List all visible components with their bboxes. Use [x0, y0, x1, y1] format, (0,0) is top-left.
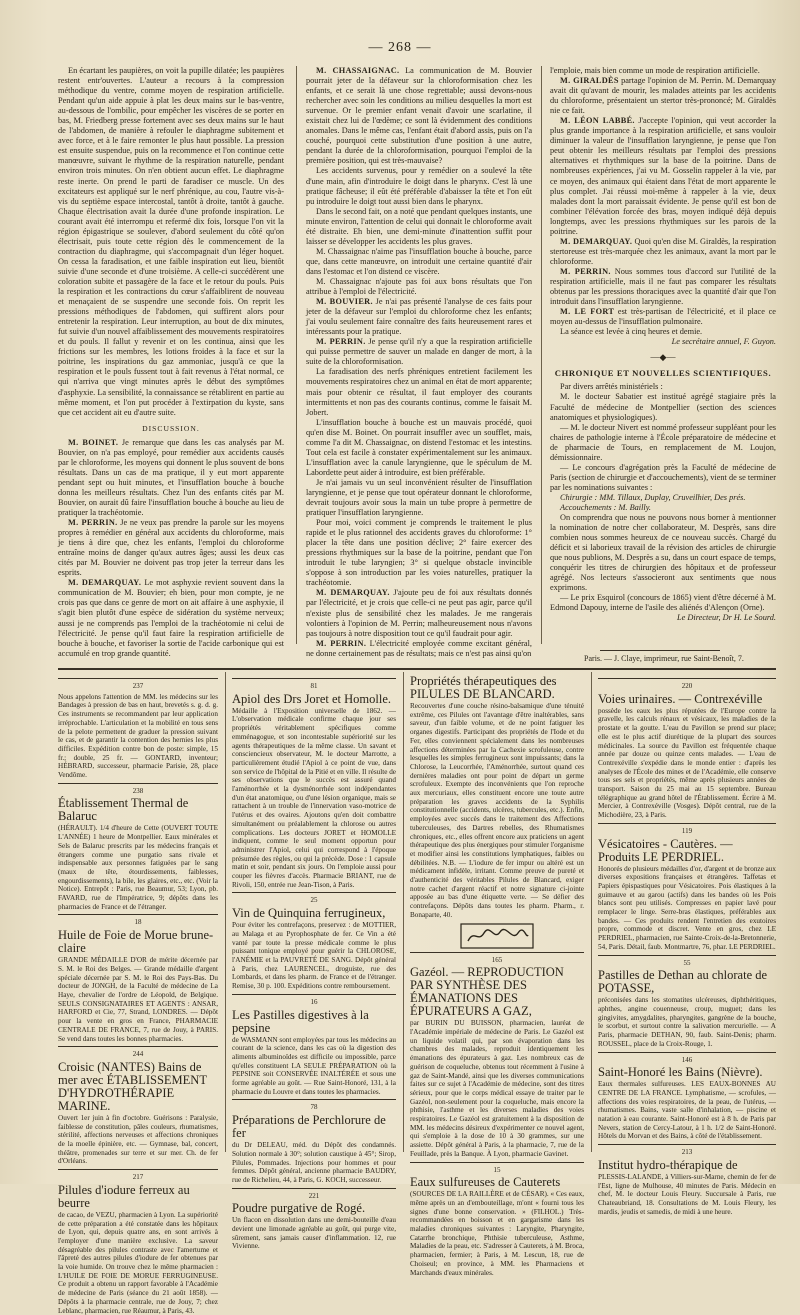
ad-number: 119 [681, 826, 693, 835]
ad-rule [598, 1052, 776, 1053]
advertisement [598, 1144, 776, 1216]
paragraph [58, 438, 284, 518]
speech-text: Nous sommes tous d'accord sur l'utilité de la respiration artificielle, mais il ne faut pas comparer les résultats obtenus par les pressions thoraciques avec la quantité d'air que l'on introduit dans l'insufflation laryngienne. [550, 266, 776, 307]
advertisement [58, 783, 218, 912]
ad-body: Honorés de plusieurs médailles d'or, d'argent et de bronze aux diverses expositions françaises et étrangères. Taffetas et Papiers épispastiques pour Vésicatoires. Pois élastiques à la guimauve et au garou (actifs) dans les bandes où les Pois blancs sont peu utilisés. Compresses en papier lavé pour remplacer le linge. Serre-bras élastiques, préférables aux bandes. — Ces produits rendent l'entretien des exutoires propre, commode et discret. Vente en gros, chez LE PERDRIEL, pharmacien, rue Sainte-Croix-de-la-Bretonnerie, 54, Paris. Détail, faub. Montmartre, 76, phar. LE PERDRIEL. [598, 864, 776, 951]
ad-column-3 [410, 674, 584, 1277]
advertisement [232, 892, 396, 990]
ad-number: 15 [493, 1165, 501, 1174]
speaker-name: M. PERRIN. [560, 266, 611, 276]
ad-rule [598, 678, 776, 679]
column-divider [296, 66, 297, 644]
speaker-name: M. DEMARQUAY. [560, 236, 633, 246]
paragraph: Dans le second fait, on a noté que pendant quelques instants, une minute environ, l'attention de celui qui donnait le chloroforme avait été distraite. Eh bien, une demi-minute d'inattention suffit pour laisser se développer les accidents les plus graves. [306, 206, 532, 246]
paragraph [58, 578, 284, 658]
speech-text: La communication de M. Bouvier pourrait jeter de la défaveur sur la chloroformisation chez les enfants, et ce serait là une chose regrettable; aussi devons-nous rechercher avec soin les conditions au milieu desquelles la mort est survenue. Or le premier enfant venait d'avoir une scarlatine, il existait chez lui de l'œdème; ce sont là évidemment des conditions anomales. Dans le même cas, l'enfant était d'abord assis, puis on l'a couché, pourquoi cette substitution d'une position à une autre, pendant la durée de la chloroformisation, pourquoi l'emploi de la première position, qui est très-mauvaise? [306, 66, 532, 166]
ad-number: 81 [310, 682, 318, 690]
advertisement [410, 1162, 584, 1278]
advertisement [598, 955, 776, 1049]
paragraph [306, 639, 532, 659]
ad-title: Institut hydro-thérapique de [598, 1157, 738, 1172]
paragraph: M. le docteur Sabatier est institué agrégé stagiaire près la Faculté de médecine de Montpellier (section des sciences anatomiques et physiologiques). [550, 392, 776, 422]
ad-body: préconisées dans les stomatites ulcéreuses, diphthéritiques, aphthes, angine couenneuse, croup, muguet; dans les gingivites, amygdalites, pharyngites, gangrène de la bouche, le scorbut, et surtout contre la salivation mercurielle. — A Paris, pharmacie DETHAN, 90, faub. Saint-Denis; pharm. ROUSSEL, place de la Croix-Rouge, 1. [598, 996, 776, 1048]
ad-body: Médaille à l'Exposition universelle de 1862. — L'observation médicale confirme chaque jour ses propriétés véritablement spécifiques comme emménagogue, et son incontestable supériorité sur les agents thérapeutiques de la même classe. Un savant et consciencieux observateur, M. le docteur Marrotte, a particulièrement étudié l'Apiol à ce point de vue, dans son service de l'hôpital de la Pitié et en ville. Il résulte de ses observations que le succès est assuré quand l'aménorrhée et la dysménorrhée sont indépendantes d'un état anatomique, ou d'une lésion organique, mais se rattachent à un trouble de l'innervation vaso-motrice de l'utérus et des ovaires. Ajoutons qu'en doit combattre simultanément ou préalablement la chlorose ou autres complications. Les docteurs JORET et HOMOLLE indiquent, comme le seul moment opportun pour administrer l'Apiol, celui qui correspond à l'époque présumée des règles, ou qui la précède. Dose : 1 capsule matin et soir, pendant six jours. On l'emploie aussi pour couper les fièvres d'accès. Pharmacie BRIANT, rue de Rivoli, 150, entrée rue Jean-Tison, à Paris. [232, 706, 396, 889]
ad-rule [58, 1046, 218, 1047]
speaker-name: M. PERRIN. [316, 638, 367, 648]
advertisement [58, 1169, 218, 1315]
ad-rule [598, 1144, 776, 1145]
ad-rule [410, 1162, 584, 1163]
ad-body: Recouvertes d'une couche résino-balsamique d'une ténuité extrême, ces Pilules ont l'avantage d'être inaltérables, sans saveur, d'un faible volume, et de ne point fatiguer les organes digestifs. Participant des propriétés de l'Iode et du Fer, elles conviennent spécialement dans les nombreuses affections déterminées par la Cachexie scrofuleuse, contre lesquelles les simples ferrugineux sont impuissants; dans la Chlorose, la Leucorrhée, l'Aménorrhée, surtout quand ces dernières maladies ont pour point de départ un germe scrofuleux. Exempte des inconvénients que l'on reproche aux mercuriaux, elles constituent encore une toute autre préparation les graves accidents de la Syphilis constitutionnelle (accidents, ulcères, tubercules, etc.). Enfin, employées avec succès dans le traitement des Affections tuberculeuses, des Dartres rebelles, des Rhumatismes chroniques, etc., elles offrent encore aux praticiens un agent thérapeutique des plus énergiques pour stimuler l'organisme et modifier ainsi les constitutions lymphatiques, faibles ou débilitées. N.B. — L'iodure de fer impur ou altéré est un médicament infidèle, irritant. Comme preuve de pureté et d'authenticité des véritables Pilules de Blancard, exiger notre cachet d'argent réactif et notre signature ci-jointe apposée au bas d'une étiquette verte. — Se défier des contrefaçons. Dépôts dans toutes les pharm. Pharm., r. Bonaparte, 40. [410, 702, 584, 919]
ad-rule [232, 1188, 396, 1189]
advertisement [598, 1052, 776, 1142]
ad-rule [598, 955, 776, 956]
ad-rule [598, 823, 776, 824]
paragraph: Je n'ai jamais vu un seul inconvénient résulter de l'insufflation laryngienne, et je pense que tout opérateur donnant le chloroforme, devrait toujours avoir sous la main un tube propre à permettre de pratiquer l'insufflation laryngienne. [306, 477, 532, 518]
paragraph: Par divers arrêtés ministériels : [560, 382, 663, 392]
ad-body: Un flacon en dissolution dans une demi-bouteille d'eau devient une limonade agréable au goût, qui purge vite, sûrement, sans jamais causer d'inflammation. 12, rue Vivienne. [232, 1216, 396, 1251]
ad-body: (SOURCES DE LA RAILLÈRE et de CÉSAR). « Ces eaux, même après un an d'embouteillage, m'ont « fourni tous les signes d'une bonne conservation. » (FILHOL.) Très-recommandées en boisson et en gargarisme dans les maladies chroniques suivantes : Laryngite, Pharyngite, Catarrhe bronchique, Phthisie tuberculeuse, Asthme, Maladies de la peau, etc. S'adresser à Cauterets, à M. Broca, pharmacien, fermier; à Paris, à M. Lescun, 18, rue de Choiseul; en province, à MM. les Pharmaciens et Marchands d'eaux minérales. [410, 1190, 584, 1277]
advertisement [232, 1188, 396, 1252]
paragraph: L'insufflation bouche à bouche est un mauvais procédé, quoi qu'en dise M. Boinet. On pourrait insuffler avec un soufflet, mais, comme l'a dit M. Chassaignac, on distend l'estomac et les intestins. Tout cela est facile à constater expérimentalement sur les animaux. L'insufflation avec la canule laryngienne, que le spéculum de M. Labordette peut aider à introduire, est bien préférable. [306, 417, 532, 477]
ad-title: Préparations de Perchlorure de fer [232, 1113, 386, 1141]
speaker-name: M. LE FORT [560, 307, 615, 317]
advertisement [232, 994, 396, 1097]
ad-body: du Dr DELEAU, méd. du Dépôt des condamnés. Solution normale à 30°; solution caustique à 45°; Sirop, Pilules, Pommades. Injections pour hommes et pour femmes. Dépôt général, ancienne pharmacie BAUDRY, rue de Richelieu, 44, à Paris, G. KOCH, successeur. [232, 1141, 396, 1184]
ad-title: Voies urinaires. — Contrexéville [598, 691, 763, 706]
ad-column-4 [598, 675, 776, 1216]
ad-rule [232, 1099, 396, 1100]
paragraph [306, 66, 532, 166]
ad-rule [232, 678, 396, 679]
ad-title: Gazéol. — REPRODUCTION PAR SYNTHÈSE DES ÉMANATIONS DES ÉPURATEURS A GAZ, [410, 965, 564, 1019]
ad-number: 221 [308, 1191, 320, 1200]
speaker-name: M. BOUVIER. [316, 297, 373, 307]
ad-rule [58, 914, 218, 915]
speech-text: Quoi qu'en dise M. Giraldès, la respiration stertoreuse est très-marquée chez les animaux, avant la mort par le chloroforme. [550, 236, 776, 266]
advertisement [598, 823, 776, 952]
speech-text: J'accepte l'opinion, qui veut accorder la plus grande importance à la respiration artificielle, et sans vouloir diminuer la valeur de l'insufflation laryngienne, je pense que l'on peut obtenir les meilleurs résultats par l'emploi des pressions alternatives et rhythmiques sur la base de la poitrine. Dans de nombreuses expériences, j'ai vu M. Gosselin rappeler à la vie, par ce moyen, des animaux qui étaient dans l'état de mort apparente le plus complet. J'ai réussi moi-même à rappeler à la vie, deux malades dont la mort paraissait évidente. Je pense qu'il est bon de combiner l'élévation forcée des bras, moyen indiqué déjà depuis longtemps, avec les pressions rhythmiques sur les parois de la poitrine. [550, 116, 777, 236]
ad-number: 220 [681, 682, 693, 690]
advertisement [410, 952, 584, 1159]
speech-text: J'ajoute peu de foi aux résultats donnés par l'électricité, et je crois que celle-ci ne peut pas agir, parce qu'il n'existe plus de sensibilité chez les malades. Je me rangerais volontiers à l'opinion de M. Perrin; malheureusement nous n'avons pas toujours à notre disposition tout ce qu'il faudrait pour agir. [306, 588, 532, 638]
column-divider [591, 672, 592, 1152]
speech-text: Je ne veux pas prendre la parole sur les moyens propres à remédier en général aux accidents du chloroforme, mais je tiens à dire que, chez les enfants, l'emploi du chloroforme entraîne moins de danger qu'aux autres âges; aussi les deux cas cités par M. Bouvier ne doivent pas trop jeter la terreur dans les esprits. [58, 518, 284, 578]
ad-title: Eaux sulfureuses de Cauterets [410, 1175, 561, 1190]
advertisement [598, 678, 776, 820]
ad-body: par BURIN DU BUISSON, pharmacien, lauréat de l'Académie impériale de médecine de Paris. Le Gazéol est un liquide volatil qui, par son évaporation dans les chambres des malades, reproduit identiquement les émanations des épurateurs à gaz. Les nombreux cas de guérison de coqueluche, obtenus tout récemment à l'usine à gaz de Saint-Mandé, ainsi que les diverses communications faites sur ce sujet à l'Académie de médecine, sont des titres sérieux, pour que le corps médical essaye de traiter par le Gazéol, non-seulement pour la coqueluche, mais encore la phthisie, l'asthme et les diverses maladies des voies respiratoires. Le Gazéol est gratuitement à la disposition de MM. les médecins désireux d'expérimenter ce nouvel agent, qui s'emploie à la dose de 10 à 30 grammes, sur une assiette. Dépôt général à Paris, à la pharmacie, 7, rue de la Feuillade, près la Banque. À Lyon, pharmacie Gavinet. [410, 1019, 584, 1158]
speaker-name: M. BOINET. [68, 437, 119, 447]
paragraph: La séance est levée à cinq heures et demie. [560, 327, 703, 337]
ad-number: 18 [134, 918, 142, 927]
ad-rule [232, 994, 396, 995]
ad-title: Saint-Honoré les Bains (Nièvre). [598, 1065, 763, 1080]
printer-imprint: Paris. — J. Claye, imprimeur, rue Saint-Benoît, 7. [584, 654, 744, 663]
ad-column-1 [58, 675, 218, 1315]
ornament-divider: —◆— [650, 352, 676, 363]
text-column-2 [306, 66, 533, 658]
speech-text: Je remarque que dans les cas analysés par M. Bouvier, on n'a pas employé, pour remédier aux accidents causés par le chloroforme, les moyens qui donnent le plus souvent de bons résultats. Dans un cas de ma pratique, il y eut mort apparente pendant sept ou huit minutes, et l'insufflation bouche à bouche donna les meilleurs résultats. Chez l'un des enfants cités par M. Bouvier, on aurait dû faire l'insufflation bouche à bouche au lieu de pratiquer la trachéotomie. [58, 437, 285, 518]
ad-title: Poudre purgative de Rogé. [232, 1201, 366, 1216]
ad-rule [58, 678, 218, 679]
paragraph: La faradisation des nerfs phréniques entretient facilement les mouvements respiratoires chez un animal en état de mort apparente; mais pour obtenir ce résultat, il faut employer des courants intermittents et non pas des courants continus, comme le faisait M. Jobert. [306, 367, 533, 417]
ad-title: Vin de Quinquina ferrugineux, [232, 906, 386, 921]
ad-title: Apiol des Drs Joret et Homolle. [232, 691, 392, 706]
ad-body: Eaux thermales sulfureuses. LES EAUX-BONNES AU CENTRE DE LA FRANCE. Lymphatisme, — scrofules, — affections des voies respiratoires, de la peau, de l'utérus, — rhumatismes. Bains, vaste salle d'inhalation, — piscine et natation à eau courante. Saint-Honoré est à 8 h. de Paris par Nevers, station de Cercy-Latour, à 1 h. 1/2 de Saint-Honoré. Hôtels du Morvan et des Bains, à côté de l'établissement. [598, 1080, 776, 1141]
ad-number: 25 [310, 896, 318, 905]
paragraph [550, 76, 776, 116]
paragraph: — Le prix Esquirol (concours de 1865) vient d'être décerné à M. Edmond Dapouy, interne de l'asile des aliénés d'Alençon (Orne). [550, 593, 776, 613]
paragraph: On comprendra que nous ne pouvons nous borner à mentionner la nomination de notre cher collaborateur, M. Desprès, sans dire combien nous sommes heureux de ce nouveau succès. Chargé du déficit et si laborieux travail de la révision des articles de chirurgie que nous publions, M. Desprès a su, dans un court espace de temps, conquérir les titres de chirurgien des hôpitaux et de professeur agrégé. Nos lecteurs s'associeront aux sentiments que nous exprimons. [550, 513, 776, 593]
ad-rule [410, 952, 584, 953]
speaker-name: M. DEMARQUAY. [68, 578, 142, 588]
ad-number: 244 [132, 1050, 144, 1059]
column-divider [403, 672, 404, 1152]
text-column-3 [550, 66, 776, 646]
ad-column-2 [232, 675, 396, 1251]
paragraph: M. Chassaignac n'ajoute pas foi aux bons résultats que l'on attribue à l'emploi de l'électricité. [306, 276, 532, 297]
paragraph: Les accidents survenus, pour y remédier on a soulevé la tête d'une main, afin d'introduire le doigt dans le pharynx. C'est là une pratique fâcheuse; il eût été préférable d'abaisser la tête et l'on eût pu introduire le doigt tout aussi bien dans le pharynx. [306, 166, 532, 206]
paragraph: Chirurgie : MM. Tillaux, Duplay, Cruveilhier, Des prés. [560, 492, 746, 502]
speaker-name: M. PERRIN. [316, 337, 366, 347]
ad-body: Nous appelons l'attention de MM. les médecins sur les Bandages à pression de bas en haut, brevetés s. g. d. g. Ces instruments se recommandent par leur application irréprochable. L'articulation et la mobilité en tous sens de la pelote permettent de graduer la pression suivant le cas, et de garantir la contention des hernies les plus difficiles. Expédition contre bon de poste: simple, 15 fr.; double, 25 fr. — GONTARD, inventeur; HÉBRARD, successeur, pharmacie Parisie, 28, place Vendôme. [58, 692, 218, 780]
advertisement [58, 678, 218, 780]
ad-title: Pastilles de Dethan au chlorate de POTASSE, [598, 968, 768, 996]
paragraph [306, 588, 532, 638]
speaker-name: M. GIRALDÈS [560, 76, 619, 86]
ad-number: 16 [310, 997, 318, 1006]
ad-number: 213 [681, 1148, 693, 1157]
page-number: — 268 — [368, 40, 432, 55]
ad-number: 146 [681, 1055, 693, 1064]
ad-title: Pilules d'iodure ferreux au beurre [58, 1182, 190, 1210]
section-rule [58, 668, 776, 670]
speech-text: L'électricité employée comme excitant général, ne donne certainement pas de résultats; mais ce n'est pas ainsi qu'on [306, 638, 532, 658]
advertisement [232, 678, 396, 889]
speech-text: Le mot asphyxie revient souvent dans la communication de M. Bouvier; eh bien, pour mon compte, je ne crois pas que dans ce genre de mort on ait affaire à une asphyxie, il s'agit bien plutôt d'une espèce de sidération du système nerveux; aussi je ne comprends pas l'emploi de la trachéotomie ni celui de l'électricité. Je pense qu'il faut faire la respiration artificielle de bouche à bouche, et favoriser la sortie de l'acide carbonique qui est accumulé en trop grande quantité. [58, 578, 285, 658]
paragraph: — M. le docteur Nivert est nommé professeur suppléant pour les chaires de pathologie interne à l'École préparatoire de médecine et de pharmacie de Tours, en remplacement de M. Loujon, démissionnaire. [550, 422, 776, 462]
ad-body: possède les eaux les plus réputées de l'Europe contre la gravelle, les calculs rénaux et vésicaux, les maladies de la prostate et la goutte. L'eau du Pavillon se prend sur place; elle est le plus actif diurétique de la plupart des sources médicinales. La source du Pavillon est fréquentée chaque année par douze ou quinze cents malades. — L'eau de Contrexéville s'expédie dans le monde entier : d'après les analyses de l'École des mines et de l'Académie, elle conserve tous ses sels et propriétés, même après plusieurs années de transport. Saison du 25 mai au 15 septembre. Bureau télégraphique au grand hôtel de l'Établissement. Écrire à M. Mercier, à Contrexéville (Vosges). Dépôt central, rue de la Michodière, 23, à Paris. [598, 706, 776, 820]
ad-number: 78 [310, 1103, 318, 1112]
speaker-name: M. CHASSAIGNAC. [316, 66, 400, 75]
director-signature: Le Directeur, Dr H. Le Sourd. [677, 613, 776, 623]
secretary-signature: Le secrétaire annuel, F. Guyon. [671, 337, 776, 347]
ad-title: Établissement Thermal de Balaruc [58, 796, 189, 824]
column-divider [225, 672, 226, 1152]
ad-title: Vésicatoires - Cautères. — Produits LE PERDRIEL. [598, 836, 733, 864]
speaker-name: M. PERRIN. [68, 518, 118, 528]
ad-rule [58, 783, 218, 784]
ad-body: (HÉRAULT). 1/4 d'heure de Cette (OUVERT TOUTE L'ANNÉE) 1 heure de Montpellier. Eaux minérales et Sels de Balaruc prescrits par les médecins français et étrangers comme une purgatio sans rivale et indispensable aux personnes fatiguées par le sang (maux de tête, étourdissements, faiblesses, engourdissements), la bile, les glaires, etc., etc. (Voir la Notice). Entrepôt : Paris, rue Beaumur, 53; Lyon, pb. FAVARD, rue de l'Impératrice, 9; dépôts dans les pharmacies de France et de l'étranger. [58, 824, 218, 911]
paragraph [306, 337, 532, 367]
paragraph: Accouchements : M. Bailly. [560, 502, 652, 512]
text-column-1 [58, 66, 285, 658]
ad-body: PLESSIS-LALANDE, à Villiers-sur-Marne, chemin de fer de l'Est, ligne de Mulhouse, 40 minutes de Paris. Médecin en chef, M. le docteur Louis Fleury. Succursale à Paris, rue Chateaubriand, 18. Consultations de M. Louis Fleury, les mardis, jeudis et samedis, de midi à une heure. [598, 1172, 776, 1216]
column-divider [541, 66, 542, 644]
paragraph [550, 267, 776, 307]
ad-number: 217 [132, 1173, 144, 1182]
chronicle-heading: CHRONIQUE ET NOUVELLES SCIENTIFIQUES. [554, 368, 772, 379]
paragraph: Pour moi, voici comment je comprends le traitement le plus rapide et le plus rationnel des accidents graves du chloroforme: 1° placer la tête dans une position déclive; 2° faire exercer des pressions rhythmiques sur la base de la poitrine, pendant que l'on introduit le tube laryngien; 3° si quelque obstacle invincible s'oppose à son introduction par les voies naturelles, pratiquer la trachéotomie. [306, 518, 532, 588]
paragraph: En écartant les paupières, on voit la pupille dilatée; les paupières restent entr'ouvertes. L'auteur a recours à la compression méthodique du ventre, comme moyen de respiration artificielle. Pendant qu'un aide appuie à plat les deux mains sur le bas-ventre, au-dessous de l'ombilic, pour empêcher les viscères de se porter en bas, M. Friedberg presse fortement avec ses deux mains sur le haut de l'abdomen, de manière à refouler le diaphragme subitement et avec force, et à le faire remonter le plus haut possible. La pression est ensuite suspendue, puis on la recommence et l'on continue cette manœuvre, suivant le rhythme de la respiration naturelle, pendant environ trois minutes. On n'en obtient aucun effet. Le diaphragme reste inerte. On prend le parti de faradiser ce muscle. Un des excitateurs est appliqué sur le nerf phrénique, au cou, l'autre vis-à-vis du septième espace intercostal, tantôt à droite, tantôt à gauche. Chaque électrisation avait la durée d'une profonde inspiration. Le courant avait été interrompu et refermé dix fois, lorsque l'on vit la région épigastrique se soulever, d'abord seulement du côté qu'on électrisait, puis toute cette région dès le commencement de la contraction du diaphragme, qui s'accompagnait d'un léger hoquet. On cessa la faradisation, et une faible inspiration eut lieu, bientôt suivie d'une seconde et d'une troisième. A celle-ci succédèrent une coloration subite et passagère de la face et le retour du pouls. Puis la respiration et les contractions du cœur s'affaiblirent de nouveau et menaçaient de se suspendre une seconde fois. On reprit les pressions méthodiques de l'abdomen, qui suffirent alors pour entretenir la respiration. Leur interruption, au bout de dix minutes, fut suivie d'un nouvel affaiblissement des mouvements respiratoires et du pouls. Il fallut y revenir et on les continua, ainsi que les frictions sur les membres, les lotions froides à la face et sur la poitrine, les inspirations du gaz ammoniac, jusqu'à ce que la respiration et le pouls fussent tout à fait revenus à l'état normal, ce qui n'arriva que vingt minutes après le début des symptômes d'asphyxie. La sensibilité, la connaissance se rétablirent en partie au même moment, et l'on put procéder à l'extirpation du kyste, sans que cet accident ait eu d'autre suite. [58, 66, 284, 417]
ad-title: Huile de Foie de Morue brune-claire [58, 928, 214, 956]
speech-text: partage l'opinion de M. Perrin. M. Demarquay avait dit qu'avant de mourir, les malades atteints par les accidents du chloroforme, présentaient un stertor très-prononcé; M. Giraldès nie ce fait. [550, 76, 776, 116]
ad-body: Ouvert 1er juin à fin d'octobre. Guérisons : Paralysie, faiblesse de constitution, pâles couleurs, rhumatismes, stérilité, affections nerveuses et affections chroniques de la moelle épinière, etc. — Gymnase, bal, concert, théâtre, promenades sur terre et sur mer. Ch. de fer d'Orléans. [58, 1113, 218, 1166]
ad-title: Croisic (NANTES) Bains de mer avec ÉTABLISSEMENT D'HYDROTHÉRAPIE MARINE. [58, 1059, 207, 1113]
paragraph: M. Chassaignac n'aime pas l'insufflation bouche à bouche, parce que, dans cette manœuvre, on introduit une certaine quantité d'air dans l'estomac et l'on distend ce viscère. [306, 246, 532, 276]
short-rule [600, 650, 720, 651]
paragraph [550, 307, 776, 327]
ad-number: 165 [491, 955, 503, 964]
paragraph [58, 518, 284, 578]
ad-body: GRANDE MÉDAILLE D'OR de mérite décernée par S. M. le Roi des Belges. — Grande médaille d'argent spéciale décernée par S. M. le Roi des Pays-Bas. Du docteur de JONGH, de la Faculté de médecine de La Haye, chevalier de l'ordre de Léopold, de Belgique. SEULS CONSIGNATAIRES ET AGENTS : ANSAR, HARFORD et Cie, 77, Strand, LONDRES. — Dépôt pour la vente en gros en France, PHARMACIE CENTRALE DE FRANCE, 7, rue de Jouy, à PARIS. Se vend dans toutes les bonnes pharmacies. [58, 956, 218, 1043]
ad-number: 238 [132, 786, 144, 795]
ad-body: Pour éviter les contrefaçons, preservez : de MOTTIER, au Malaga et au Pyrophosphate de fer. Ce Vin a été vanté par toute la presse médicale comme le plus puissant tonique employé pour guérir la CHLOROSE, l'ANÉMIE et la PAUVRETÉ DE SANG. Dépôt général à Paris, chez LAURENCEL, droguiste, rue des Lombards, et dans les pharm. de France et de l'étranger. Remise, 30 p. 100. Expéditions contre remboursement. [232, 921, 396, 991]
paragraph: — Le concours d'agrégation près la Faculté de médecine de Paris (section de chirurgie et d'accouchements), vient de se terminer par les nominations suivantes : [550, 462, 776, 492]
advertisement [232, 1099, 396, 1184]
advertisement [58, 1046, 218, 1166]
speech-text: est très-partisan de l'électricité, et il place ce moyen au-dessus de l'insufflation pulmonaire. [550, 307, 776, 327]
paragraph [306, 297, 532, 337]
paragraph [550, 237, 776, 267]
advertisement [410, 675, 584, 949]
speaker-name: M. DEMARQUAY. [316, 588, 390, 598]
ad-rule [58, 1169, 218, 1170]
discussion-heading: DISCUSSION. [142, 423, 200, 433]
signature-stamp-icon [460, 923, 534, 949]
ad-rule [232, 892, 396, 893]
advertisement [58, 914, 218, 1043]
speech-text: Je n'ai pas présenté l'analyse de ces faits pour jeter de la défaveur sur l'emploi du chloroforme chez les enfants; j'ai voulu seulement faire connaître des faits heureusement rares et intéressants pour la pratique. [306, 297, 533, 337]
speech-text: Je pense qu'il n'y a que la respiration artificielle qui puisse permettre de sauver un malade en danger de mort, à la suite de la chloroformisation. [306, 337, 533, 367]
ad-title: Les Pastilles digestives à la pepsine [232, 1007, 369, 1035]
ad-number: 237 [132, 682, 144, 690]
ad-title: Propriétés thérapeutiques des PILULES DE BLANCARD. [410, 674, 557, 701]
ad-body: de cacao, de VEZU, pharmacien à Lyon. La supériorité de cette préparation a été constatée dans les hôpitaux de Lyon, qui, depuis quatre ans, en sont arrivés à l'employer d'une manière exclusive. La saveur désagréable des pilules contraste avec l'amertume et l'âpreté des autres pilules d'iodure de fer obtenues par la voie humide. On trouve chez le même pharmacien : L'HUILE DE FOIE DE MORUE FERRUGINEUSE. Ce produit a obtenu un rapport favorable à l'Académie de médecine de Paris (séance du 21 août 1858). — Dépôts à la pharmacie centrale, rue de Jouy, 7; chez Leblanc, pharmacien, rue Réaumur, à Paris, 43. [58, 1210, 218, 1315]
paragraph: l'emploie, mais bien comme un mode de respiration artificielle. [550, 66, 760, 75]
paragraph [550, 116, 776, 237]
ad-body: de WASMANN sont employées par tous les médecins au courant de la science, dans les cas où la digestion des aliments albuminoïdes est difficile ou impossible, parce qu'elles constituent LA SEULE PRÉPARATION où la PEPSINE soit CONSERVÉE INALTÉRÉE et sous une forme agréable au goût. — Rue Saint-Honoré, 131, à la pharmacie du Louvre et dans toutes les pharmacies. [232, 1035, 396, 1096]
speaker-name: M. LÉON LABBÉ. [560, 116, 635, 126]
ad-number: 55 [683, 958, 691, 967]
